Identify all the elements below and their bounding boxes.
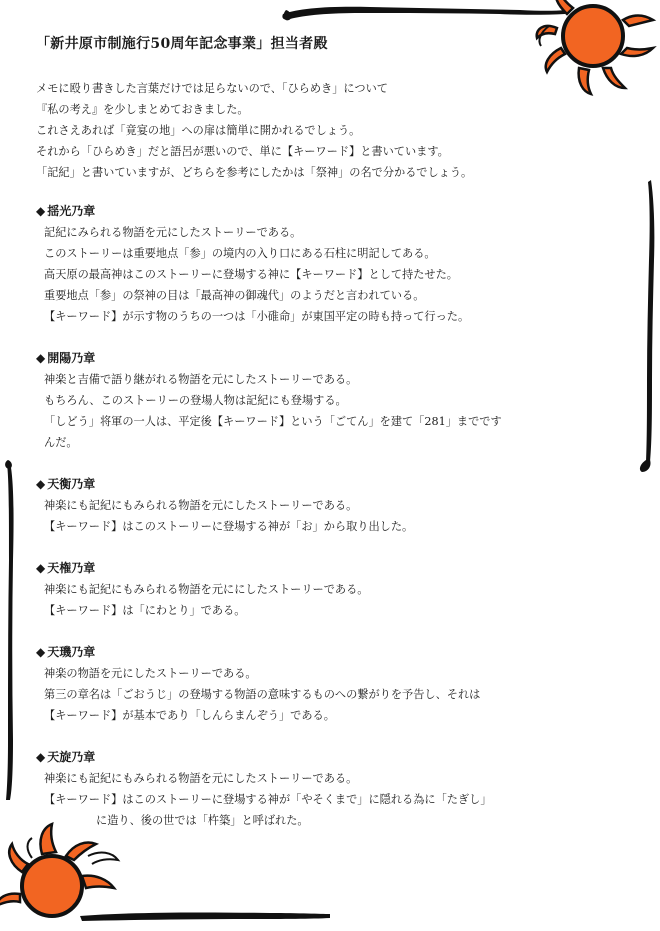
section-heading-text: 開陽乃章	[47, 351, 96, 365]
section-heading-text: 天璣乃章	[47, 645, 96, 659]
diamond-bullet-icon: ◆	[36, 750, 46, 764]
section-line: このストーリーは重要地点「参」の境内の入り口にある石柱に明記してある。	[44, 247, 436, 260]
section-line: 【キーワード】はこのストーリーに登場する神が「お」から取り出した。	[44, 520, 414, 533]
document-body	[36, 34, 636, 852]
top-brush-stroke	[282, 7, 565, 20]
intro-line: メモに殴り書きした言葉だけでは足らないので、「ひらめき」について	[36, 82, 388, 95]
bottom-brush-stroke	[80, 912, 330, 921]
section-kaiyo	[36, 348, 636, 453]
section-heading-text: 揺光乃章	[47, 204, 96, 218]
section-heading-text: 天権乃章	[47, 561, 96, 575]
intro-line: これさえあれば「竟宴の地」への扉は簡単に開かれるでしょう。	[36, 124, 361, 137]
document-title: 「新井原市制施行50周年記念事業」担当者殿	[36, 36, 328, 52]
section-heading	[36, 348, 636, 369]
section-line: 重要地点「参」の祭神の目は「最高神の御魂代」のようだと言われている。	[44, 289, 425, 302]
diamond-bullet-icon: ◆	[36, 561, 46, 575]
section-heading-text: 天衡乃章	[47, 477, 96, 491]
section-line: 神楽と吉備で語り継がれる物語を元にしたストーリーである。	[44, 373, 358, 386]
intro-line: 「記紀」と書いていますが、どちらを参考にしたかは「祭神」の名で分かるでしょう。	[36, 166, 473, 179]
section-tensen	[36, 747, 636, 831]
section-line: に造り、後の世では「杵築」と呼ばれた。	[96, 814, 309, 827]
section-line: 「しどう」将軍の一人は、平定後【キーワード】という「ごてん」を建て「281」までです	[44, 415, 502, 428]
section-heading	[36, 558, 636, 579]
section-line: 神楽の物語を元にしたストーリーである。	[44, 667, 257, 680]
left-brush-stroke	[6, 462, 14, 800]
section-line: 神楽にも記紀にもみられる物語を元ににしたストーリーである。	[44, 583, 369, 596]
section-line: 高天原の最高神はこのストーリーに登場する神に【キーワード】として持たせた。	[44, 268, 458, 281]
section-tenken	[36, 558, 636, 621]
section-heading	[36, 642, 636, 663]
diamond-bullet-icon: ◆	[36, 645, 46, 659]
section-line: もちろん、このストーリーの登場人物は記紀にも登場する。	[44, 394, 347, 407]
intro-line: 『私の考え』を少しまとめておきました。	[36, 103, 249, 116]
intro-paragraph	[36, 78, 636, 183]
diamond-bullet-icon: ◆	[36, 204, 46, 218]
section-line: 第三の章名は「ごおうじ」の登場する物語の意味するものへの繋がりを予告し、それは	[44, 688, 481, 701]
section-line: 神楽にも記紀にもみられる物語を元にしたストーリーである。	[44, 772, 358, 785]
section-yoko	[36, 201, 636, 327]
section-heading	[36, 201, 636, 222]
section-line: んだ。	[44, 436, 78, 449]
section-line: 【キーワード】が示す物のうちの一つは「小碓命」が東国平定の時も持って行った。	[44, 310, 470, 323]
section-line: 【キーワード】はこのストーリーに登場する神が「やそくまで」に隠れる為に「たぎし」	[44, 793, 492, 806]
section-line: 【キーワード】は「にわとり」である。	[44, 604, 246, 617]
section-line: 記紀にみられる物語を元にしたストーリーである。	[44, 226, 302, 239]
section-tenki	[36, 642, 636, 726]
intro-line: それから「ひらめき」だと語呂が悪いので、単に【キーワード】と書いています。	[36, 145, 449, 158]
diamond-bullet-icon: ◆	[36, 477, 46, 491]
section-heading	[36, 747, 636, 768]
section-heading	[36, 474, 636, 495]
section-heading-text: 天旋乃章	[47, 750, 96, 764]
right-brush-stroke	[646, 180, 654, 462]
section-line: 【キーワード】が基本であり「しんらまんぞう」である。	[44, 709, 335, 722]
section-tenko	[36, 474, 636, 537]
diamond-bullet-icon: ◆	[36, 351, 46, 365]
section-line: 神楽にも記紀にもみられる物語を元にしたストーリーである。	[44, 499, 358, 512]
